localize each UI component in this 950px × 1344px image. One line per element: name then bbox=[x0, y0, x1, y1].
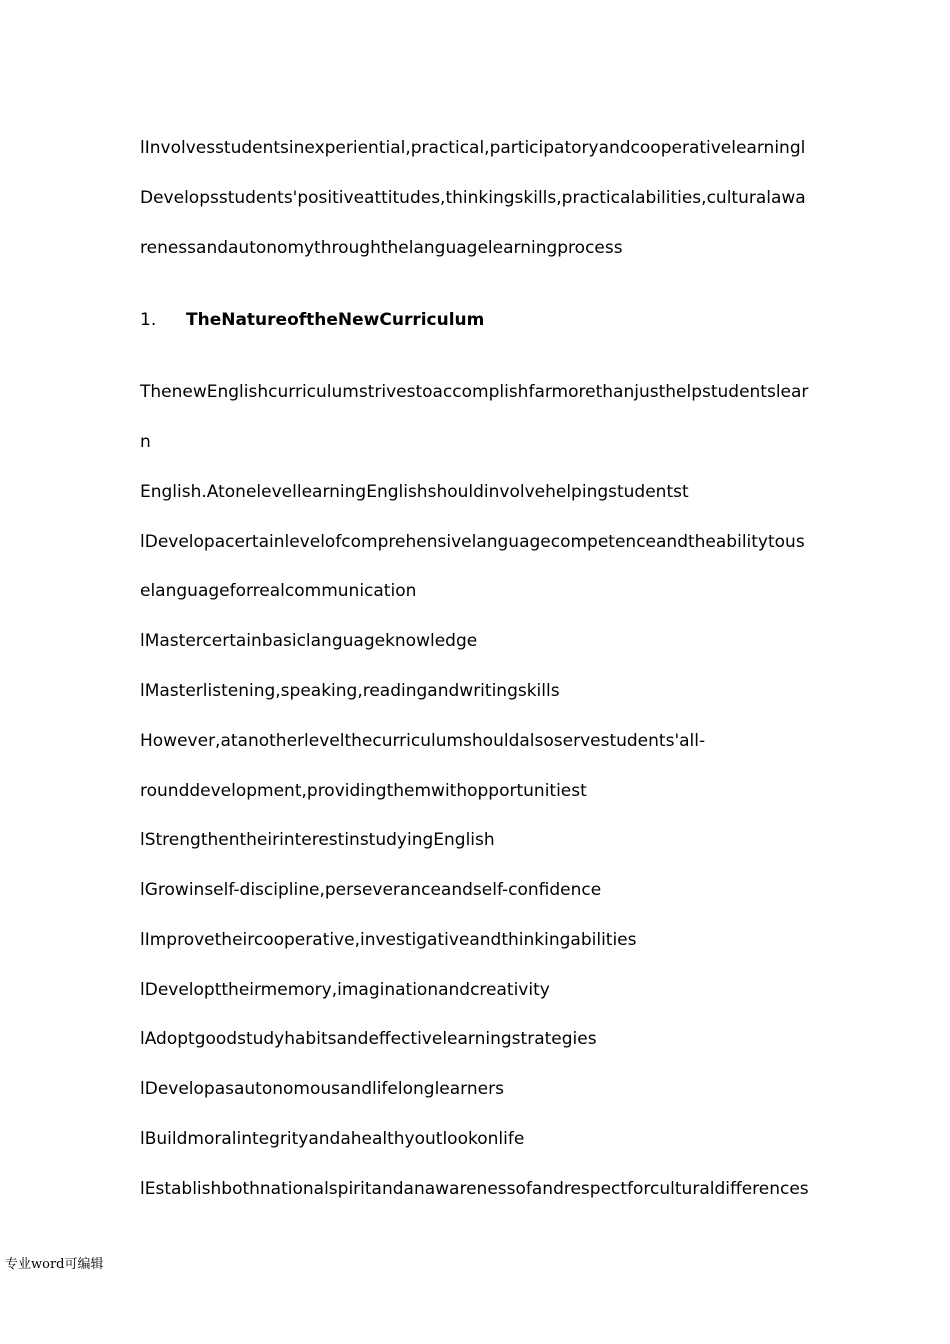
section-title: TheNatureoftheNewCurriculum bbox=[186, 310, 485, 330]
list-item: lGrowinself-discipline,perseveranceandself-confidence bbox=[140, 880, 602, 900]
list-item: lImprovetheircooperative,investigativeandthinkingabilities bbox=[140, 930, 637, 950]
paragraph-line: n bbox=[140, 432, 151, 452]
list-item: lBuildmoralintegrityandahealthyoutlookonlife bbox=[140, 1129, 525, 1149]
paragraph-line: ThenewEnglishcurriculumstrivestoaccomplishfarmorethanjusthelpstudentslear bbox=[140, 382, 809, 402]
list-item: lStrengthentheirinterestinstudyingEnglish bbox=[140, 830, 495, 850]
section-number: 1. bbox=[140, 310, 157, 330]
list-item: lMasterlistening,speaking,readingandwritingskills bbox=[140, 681, 560, 701]
section-heading bbox=[140, 309, 484, 331]
paragraph-line: English.AtonelevellearningEnglishshouldinvolvehelpingstudentst bbox=[140, 482, 689, 502]
paragraph-line: rounddevelopment,providingthemwithopportunitiest bbox=[140, 781, 587, 801]
paragraph-line: elanguageforrealcommunication bbox=[140, 581, 417, 601]
list-item: lEstablishbothnationalspiritandanawarenessofandrespectforculturaldifferences bbox=[140, 1179, 809, 1199]
paragraph-line: Developsstudents'positiveattitudes,thinkingskills,practicalabilities,culturalawa bbox=[140, 188, 806, 208]
list-item: lAdoptgoodstudyhabitsandeffectivelearningstrategies bbox=[140, 1029, 597, 1049]
list-item: lDevelopacertainlevelofcomprehensivelanguagecompetenceandtheabilitytous bbox=[140, 532, 805, 552]
paragraph-line: renessandautonomythroughthelanguagelearningprocess bbox=[140, 238, 623, 258]
paragraph-line: However,atanotherlevelthecurriculumshouldalsoservestudents'all- bbox=[140, 731, 706, 751]
list-item: lMastercertainbasiclanguageknowledge bbox=[140, 631, 478, 651]
list-item: lDevelopasautonomousandlifelonglearners bbox=[140, 1079, 504, 1099]
list-item: lDevelopttheirmemory,imaginationandcreativity bbox=[140, 980, 550, 1000]
footer-watermark: 专业word可编辑 bbox=[5, 1257, 104, 1272]
paragraph-line: lInvolvesstudentsinexperiential,practical,participatoryandcooperativelearningl bbox=[140, 138, 806, 158]
